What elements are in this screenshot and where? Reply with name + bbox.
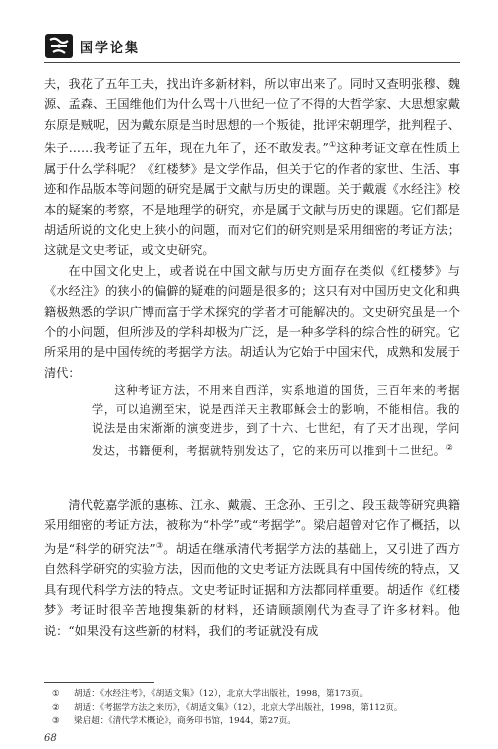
footnote-ref-1: ① <box>328 140 337 150</box>
running-header <box>44 33 140 59</box>
journal-logo-icon <box>44 33 74 59</box>
footnote-ref-3: ③ <box>155 540 164 550</box>
block-quote: 这种考证方法，不用来自西洋，实系地道的国货，三百年来的考据学，可以追溯至宋，说是西洋天主教耶稣会士的影响，不能相信。我的说法是由宋渐渐的演变进步，到了十六、七世纪，有了天才出现，学问发达，书籍便利，考据就特别发达了，它的来历可以推到十二世纪。② <box>92 384 460 458</box>
paragraph-1: 夫，我花了五年工夫，找出许多新材料，所以审出来了。同时又查明张穆、魏源、孟森、王国维他们为什么骂十八世纪一位了不得的大哲学家、大思想家戴东原是贼呢，因为戴东原是当时思想的一个叛徒，批评宋朝理学，批判程子、朱子……我考证了五年，现在九年了，还不敢发表。”①这种考证文章在性质上属于什么学科呢？《红楼梦》是文学作品，但关于它的作者的家世、生活、事迹和作品版本等问题的研究是属于文献与历史的课题。关于戴震《水经注》校本的疑案的考察，不是地理学的研究，亦是属于文献与历史的课题。它们都是胡适所说的文化史上狭小的问题，而对它们的研究则是采用细密的考证方法；这就是文史考证，或文史研究。 <box>44 77 461 258</box>
footnote-item <box>52 702 462 716</box>
footnote-item <box>52 688 462 702</box>
header-rule <box>44 62 460 63</box>
footnote-item <box>52 715 462 729</box>
footnote-mark: ① <box>52 689 60 699</box>
footnote-ref-2: ② <box>445 443 454 452</box>
main-text-after-quote <box>44 495 460 641</box>
footnote-text: 梁启超：《清代学术概论》，商务印书馆，1944，第27页。 <box>74 716 296 726</box>
footnotes <box>52 688 462 729</box>
paragraph-2: 在中国文化史上，或者说在中国文献与历史方面存在类似《红楼梦》与《水经注》的狭小的偏僻的疑难的问题是很多的；这只有对中国历史文化和典籍极熟悉的学识广博而富于学术探究的学者才可能解决的。文史研究虽是一个个的小问题，但所涉及的学科却极为广泛，是一种多学科的综合性的研究。它所采用的是中国传统的考据学方法。胡适认为它始于中国宋代，成熟和发展于清代： <box>44 263 460 380</box>
paragraph-3: 清代乾嘉学派的惠栋、江永、戴震、王念孙、王引之、段玉裁等研究典籍采用细密的考证方法，被称为“朴学”或“考据学”。梁启超曾对它作了概括，以为是“科学的研究法”③。胡适在继承清代考据学方法的基础上，又引进了西方自然科学研究的实验方法，因而他的文史考证方法既具有中国传统的特点，又具有现代科学方法的特点。文史考证时证据和方法都同样重要。胡适作《红楼梦》考证时很辛苦地搜集新的材料，还请顾颉刚代为查寻了许多材料。他说：“如果没有这些新的材料，我们的考证就没有成 <box>44 498 461 638</box>
footnote-mark: ② <box>52 702 60 713</box>
footnote-text: 胡适：《考据学方法之来历》，《胡适文集》（12），北京大学出版社，1998，第112页。 <box>74 702 403 713</box>
footnote-text: 胡适：《水经注考》，《胡适文集》（12），北京大学出版社，1998，第173页。 <box>74 689 369 699</box>
footnote-mark: ③ <box>52 716 60 726</box>
page-number: 68 <box>44 733 57 744</box>
main-text-before-quote <box>44 74 460 383</box>
footnote-rule <box>44 682 154 683</box>
journal-title: 国学论集 <box>80 40 141 56</box>
